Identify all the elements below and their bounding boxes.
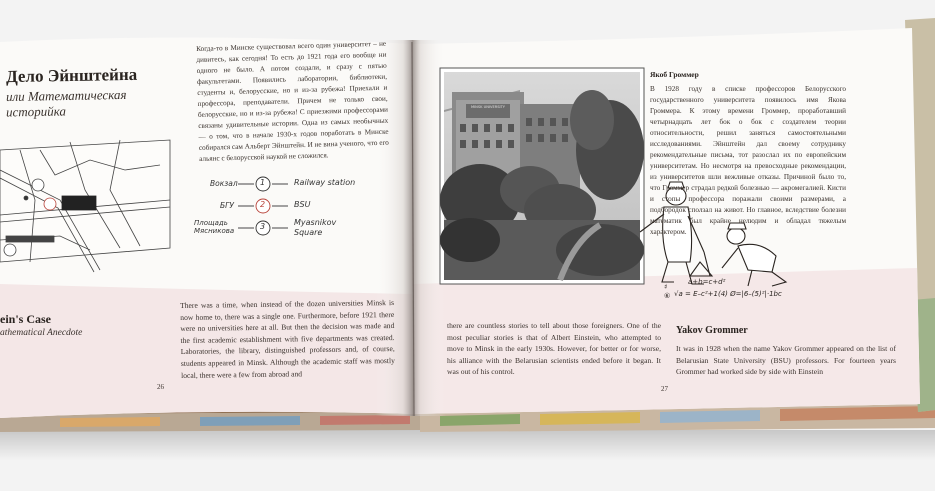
photo-building-sign: MINSK UNIVERSITY	[471, 105, 505, 109]
map-marker-2: 2	[260, 200, 266, 209]
formula-line-2: √a = E–c²+1(4) Ø=|6–(5)²|·1bc	[674, 290, 782, 298]
right-ru-body	[650, 84, 846, 238]
formula-marker-1: ♯	[664, 283, 668, 291]
left-en-body	[180, 297, 395, 381]
chapter-title: Дело Эйнштейна	[5, 64, 138, 87]
chapter-subtitle-line2: историйка	[5, 103, 67, 120]
map-en-label-bsu: BSU	[294, 200, 311, 209]
map-label-station: Вокзал	[210, 179, 238, 188]
right-en-paragraph: there are countless stories to tell about those foreigners. One of the most peculiar stories is that of Albert Einstein, who attempted to move to Minsk in the early 1930s. However, for better or for worse, his alliance with the Belarusian scientists ended before it began. It was out of his control.	[447, 321, 661, 377]
left-ru-paragraph: Когда-то в Минске существовал всего один университет – не дивитесь, как сегодня! То есть до 1921 года его вообще ни одного не было. А потом создали, и сразу с пятью факультетами. Появились лаборатории, библиотеки, студенты и, белорусские, но и из-за рубежа! Приехали и профессора, преподаватели. Причем не только свои, белорусские, но и из-за рубежа! С приезжими профессорами связаны удивительные истории. Одна из самых необычных — о том, что в начале 1930-х годов поработать в Минске собирался сам Альберт Эйнштейн. И не вина ученого, что его альянс с белорусской наукой не сложился.	[196, 39, 389, 163]
formula-line-1: a+b=c+d²	[688, 278, 726, 286]
left-en-title: ein's Case	[0, 312, 51, 326]
map-marker-3: 3	[260, 222, 266, 231]
right-ru-paragraph: В 1928 году в списке профессоров Белорусского государственного университета появилось имя Якова Громмера. К этому времени Громмер, проработавший четырнадцать лет бок о бок с создателем теории относительности, решил заняться самостоятельными исследованиями. Эйнштейн дал своему сотруднику рекомендательные письма, тот разослал их по европейским университетам. Но несмотря на превосходные рекомендации, из университетов шли вежливые отказы. Причиной было то, что Громмер страдал редкой болезнью — акромегалией. Кисти и стопы профессора поражали своими размерами, а подбородок сползал на живот. Но главное, вследствие болезни математик был крайне нелюдим и обладал тяжелым характером.	[650, 85, 846, 236]
map-label-square: Площадь Мясникова	[194, 219, 235, 235]
map-en-label-station: Railway station	[294, 178, 356, 187]
map-marker-1: 1	[260, 178, 266, 187]
left-ru-body	[196, 39, 389, 165]
map-en-label-square: Myasnikov Square	[294, 218, 337, 237]
grommer-heading-en: Yakov Grommer	[676, 325, 748, 336]
left-en-paragraph: There was a time, when instead of the dozen universities Minsk is now home to, there was a single one. Furthermore, before 1921 there were no universities here at all. But then the decision was made and the first academic establishment with five departments was created. Laboratories, the library, distinguished professors and, of course, students appeared in Minsk. Although the academic staff was mostly local, there were a few from abroad and	[180, 298, 395, 380]
page-number-27: 27	[661, 385, 668, 393]
grommer-heading-ru: Якоб Громмер	[650, 70, 699, 79]
left-en-subtitle: athematical Anecdote	[0, 328, 83, 338]
page-number-26: 26	[157, 383, 164, 391]
right-en-grommer-paragraph: It was in 1928 when the name Yakov Grommer appeared on the list of Belarusian State University (BSU) professors. For fourteen years Grommer had worked side by side with Einstein	[676, 344, 896, 377]
right-en-grommer-body	[676, 343, 896, 378]
chapter-subtitle-line1: или Математическая	[5, 86, 127, 105]
map-label-bsu: БГУ	[220, 201, 234, 210]
university-photo	[440, 68, 644, 284]
right-en-body	[447, 320, 661, 378]
formula-marker-2: ⑥	[664, 292, 671, 300]
